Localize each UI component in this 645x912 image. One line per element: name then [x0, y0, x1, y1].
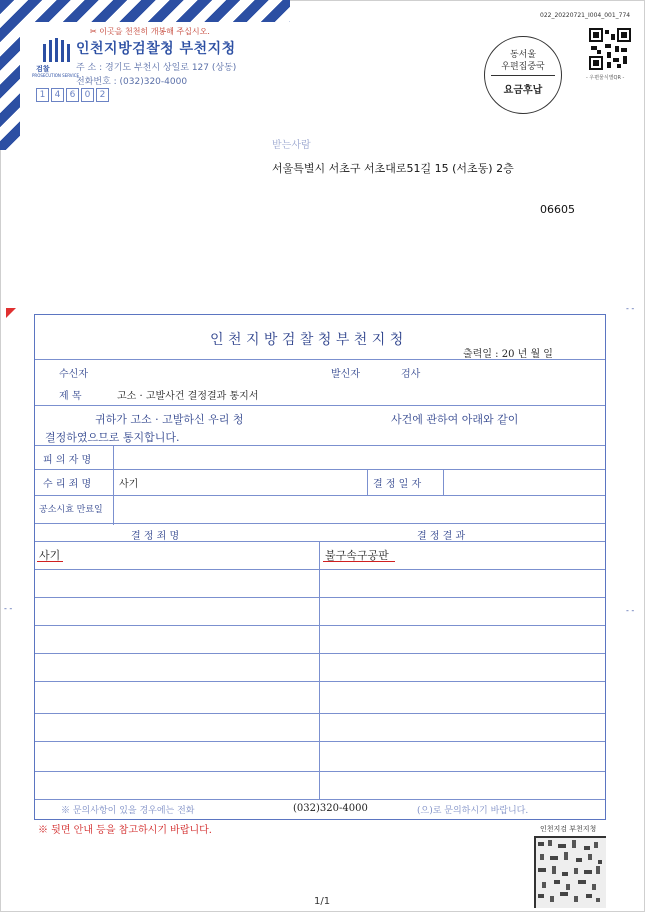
- subject-label: 제 목: [59, 391, 82, 402]
- open-warning-text: 이곳을 천천히 개봉해 주십시오.: [99, 27, 210, 36]
- zip-digit: 2: [96, 88, 109, 102]
- sender-field-label: 발신자: [331, 369, 360, 380]
- col-charge-header: 결 정 죄 명: [131, 531, 180, 542]
- sender-address: 주 소 : 경기도 부천시 상일로 127 (상동): [76, 63, 237, 73]
- sender-field-value: 검사: [401, 369, 421, 380]
- postage-stamp: [484, 36, 562, 114]
- rule: [35, 625, 605, 626]
- col-result-header: 결 정 결 과: [417, 531, 466, 542]
- form-title: 인 천 지 방 검 찰 청 부 천 지 청: [210, 332, 404, 348]
- rule-v: [113, 445, 114, 525]
- body-line2: 결정하였으므로 통지합니다.: [45, 431, 180, 444]
- fold-dash-right-top: - -: [626, 304, 635, 313]
- fold-dash-left: - -: [4, 604, 13, 613]
- row1-result: 불구속구공판: [325, 549, 389, 562]
- rule-v: [367, 469, 368, 495]
- rule: [35, 541, 605, 542]
- rule: [35, 681, 605, 682]
- fold-mark-icon: [6, 308, 16, 318]
- stamp-line2: 우편집중국: [501, 62, 545, 72]
- subject-value: 고소 · 고발사건 결정결과 통지서: [117, 391, 259, 402]
- qr-code-icon: [589, 28, 631, 70]
- recipient-zip: 06605: [540, 203, 575, 216]
- zip-digit: 4: [51, 88, 64, 102]
- statute-label: 공소시효 만료일: [39, 505, 103, 515]
- underline-mark: [37, 561, 63, 562]
- sender-phone: 전화번호 : (032)320-4000: [76, 77, 188, 87]
- rule: [35, 597, 605, 598]
- sender-name: 인천지방검찰청 부천지청: [76, 41, 236, 57]
- recipient-label: 받는사람: [272, 140, 311, 151]
- rule: [35, 445, 605, 446]
- rule: [35, 495, 605, 496]
- rule: [35, 569, 605, 570]
- charge-value: 사기: [119, 479, 139, 490]
- suspect-label: 피 의 자 명: [43, 455, 92, 466]
- rule: [35, 469, 605, 470]
- recipient-address: 서울특별시 서초구 서초대로51길 15 (서초동) 2층: [272, 162, 514, 175]
- rule-v: [443, 469, 444, 495]
- open-warning: ✂ 이곳을 천천히 개봉해 주십시오.: [90, 27, 210, 36]
- page-number: 1/1: [314, 896, 331, 907]
- logo-text: 검찰: [36, 65, 50, 73]
- stamp-line3: 요금후납: [503, 85, 543, 96]
- charge-label: 수 리 죄 명: [43, 479, 92, 490]
- body-line1a: 귀하가 고소 · 고발하신 우리 청: [95, 413, 244, 426]
- rule-v: [319, 541, 320, 799]
- stamp-line1: 동서울: [509, 50, 537, 60]
- body-line1b: 사건에 관하여 아래와 같이: [391, 413, 519, 426]
- zip-digit: 1: [36, 88, 49, 102]
- rule: [35, 741, 605, 742]
- sender-zip: [36, 88, 109, 102]
- rule: [35, 713, 605, 714]
- rule: [35, 771, 605, 772]
- office-caption: 인천지검 부천지청: [540, 825, 597, 833]
- data-matrix-code-icon: [534, 836, 606, 908]
- underline-mark: [323, 561, 395, 562]
- row1-charge: 사기: [39, 549, 61, 562]
- zip-digit: 6: [66, 88, 79, 102]
- qr-caption: - 우편물식별QR -: [586, 75, 625, 81]
- airmail-stripe-top: [0, 0, 290, 22]
- rule: [35, 405, 605, 406]
- inquiry-phone: (032)320-4000: [293, 803, 368, 814]
- rule: [35, 359, 605, 360]
- decision-date-label: 결 정 일 자: [373, 479, 422, 490]
- zip-digit: 0: [81, 88, 94, 102]
- rule: [35, 799, 605, 800]
- output-date: 출력일 : 20 년 월 일: [463, 349, 553, 360]
- stamp-divider: [491, 75, 555, 76]
- document-id: 022_20220721_I004_001_774: [540, 12, 631, 19]
- rule: [35, 523, 605, 524]
- back-notice: ※ 뒷면 안내 등을 참고하시기 바랍니다.: [38, 825, 212, 836]
- inquiry-text-a: ※ 문의사항이 있을 경우에는 전화: [61, 806, 195, 816]
- rule: [35, 653, 605, 654]
- logo-subtitle: PROSECUTION SERVICE: [32, 73, 80, 78]
- airmail-stripe-left: [0, 0, 20, 150]
- recipient-field-label: 수신자: [59, 369, 88, 380]
- fold-dash-right-mid: - -: [626, 606, 635, 615]
- inquiry-text-b: (으)로 문의하시기 바랍니다.: [417, 806, 529, 816]
- notice-form: [34, 314, 606, 820]
